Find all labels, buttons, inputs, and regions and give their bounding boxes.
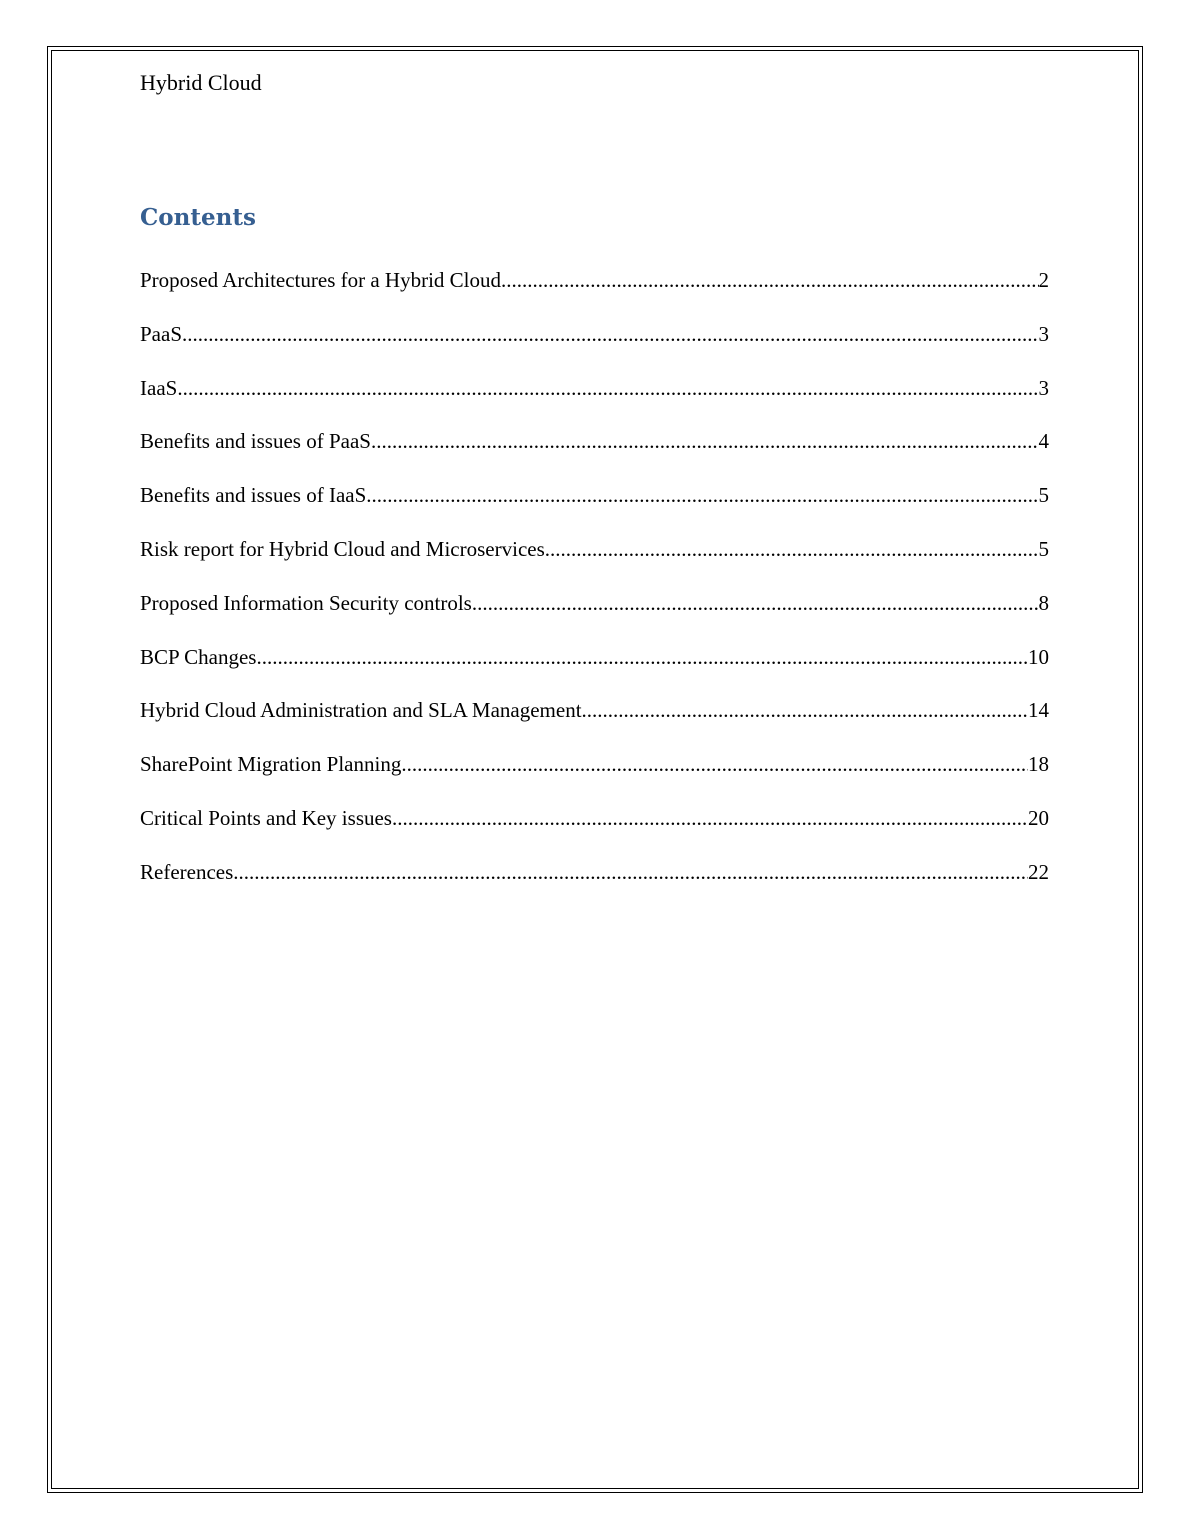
toc-entry-page[interactable]: 5 xyxy=(1038,536,1049,561)
toc-entry-title[interactable]: References xyxy=(140,859,234,884)
toc-entry-page[interactable]: 10 xyxy=(1028,644,1049,669)
toc-entry[interactable] xyxy=(140,643,1049,697)
toc-entry[interactable] xyxy=(140,427,1049,481)
toc-entry-page[interactable]: 14 xyxy=(1028,698,1049,723)
toc-dot-leader xyxy=(582,696,1028,724)
toc-entry[interactable] xyxy=(140,589,1049,643)
toc-entry-title[interactable]: Benefits and issues of PaaS xyxy=(140,429,371,454)
toc-entry[interactable] xyxy=(140,535,1049,589)
toc-dot-leader xyxy=(472,589,1039,617)
toc-dot-leader xyxy=(233,858,1028,886)
toc-entry-title[interactable]: Critical Points and Key issues xyxy=(140,805,392,830)
toc-entry-title[interactable]: Risk report for Hybrid Cloud and Microservices xyxy=(140,536,545,561)
toc-entry-title[interactable]: Proposed Architectures for a Hybrid Cloud xyxy=(140,268,502,292)
toc-dot-leader xyxy=(182,320,1039,348)
toc-entry-page[interactable]: 18 xyxy=(1028,752,1049,777)
toc-dot-leader xyxy=(545,535,1039,563)
toc-entry-title[interactable]: BCP Changes xyxy=(140,644,257,669)
toc-entry-title[interactable]: Hybrid Cloud Administration and SLA Management xyxy=(140,698,582,723)
toc-dot-leader xyxy=(501,266,1038,294)
toc-entry[interactable] xyxy=(140,696,1049,750)
toc-entry-page[interactable]: 22 xyxy=(1028,859,1049,884)
toc-entry[interactable] xyxy=(140,320,1049,374)
toc-entry[interactable] xyxy=(140,266,1049,320)
toc-entry-page[interactable]: 2 xyxy=(1038,268,1049,292)
toc-dot-leader xyxy=(177,374,1038,402)
running-header: Hybrid Cloud xyxy=(140,70,262,95)
toc-dot-leader xyxy=(401,750,1028,778)
toc-heading: Contents xyxy=(140,204,256,231)
toc-entry-page[interactable]: 4 xyxy=(1038,429,1049,454)
toc-entry[interactable] xyxy=(140,481,1049,535)
toc-entry-page[interactable]: 3 xyxy=(1038,321,1049,346)
toc-entry[interactable] xyxy=(140,374,1049,428)
toc-entry-title[interactable]: PaaS xyxy=(140,321,182,346)
toc-entry[interactable] xyxy=(140,750,1049,804)
toc-entry-page[interactable]: 8 xyxy=(1038,590,1049,615)
toc-entry[interactable] xyxy=(140,804,1049,858)
toc-dot-leader xyxy=(392,804,1028,832)
toc-list xyxy=(140,266,1049,912)
toc-entry-page[interactable]: 5 xyxy=(1038,483,1049,508)
toc-dot-leader xyxy=(366,481,1038,509)
toc-dot-leader xyxy=(371,427,1039,455)
toc-entry-title[interactable]: Benefits and issues of IaaS xyxy=(140,483,367,508)
toc-entry-page[interactable]: 3 xyxy=(1038,375,1049,400)
toc-dot-leader xyxy=(256,643,1028,671)
toc-entry-title[interactable]: IaaS xyxy=(140,375,178,400)
toc-entry[interactable] xyxy=(140,858,1049,912)
toc-entry-title[interactable]: SharePoint Migration Planning xyxy=(140,752,402,777)
toc-entry-title[interactable]: Proposed Information Security controls xyxy=(140,590,472,615)
toc-entry-page[interactable]: 20 xyxy=(1028,805,1049,830)
